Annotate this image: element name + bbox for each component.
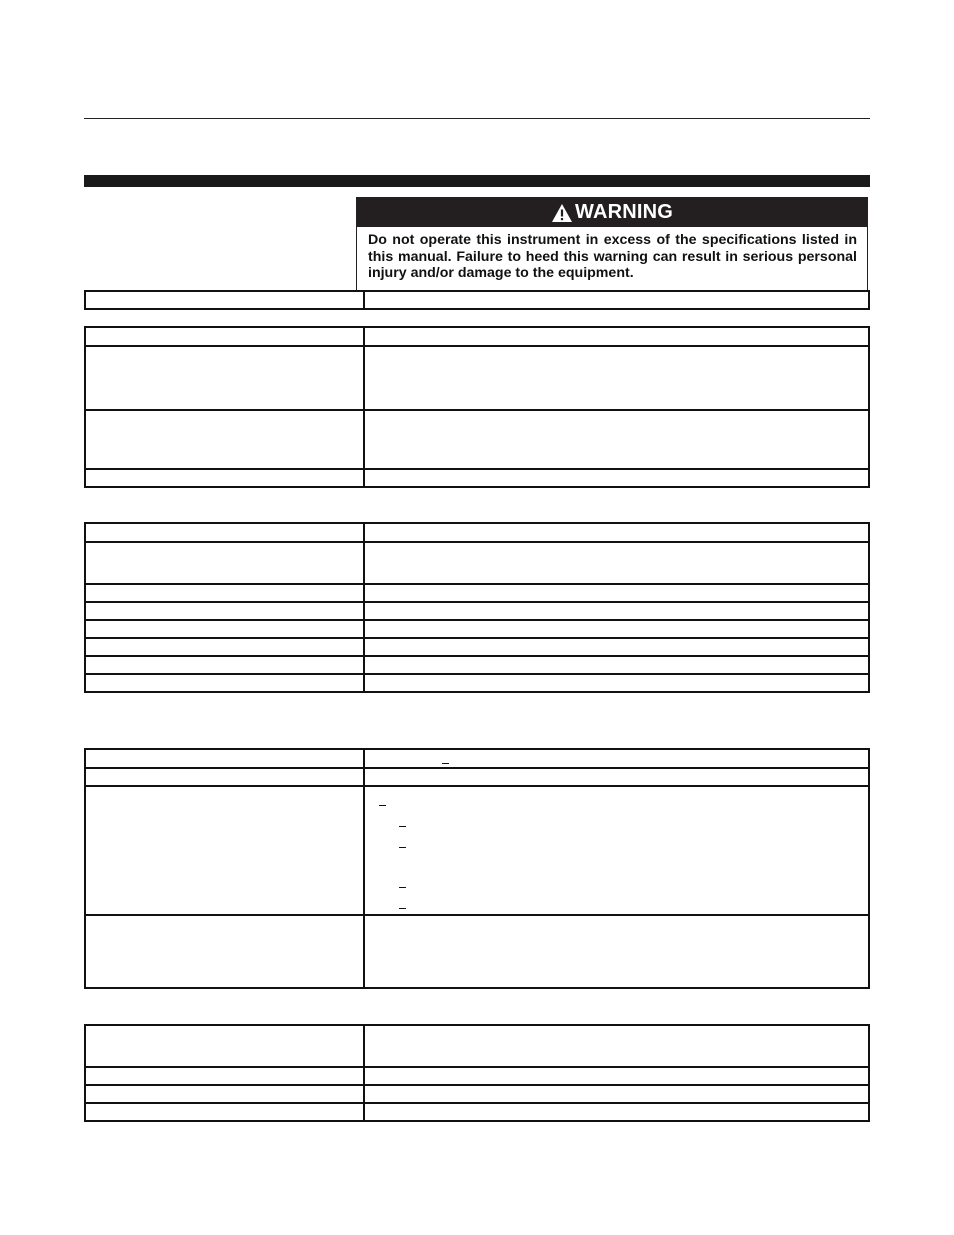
table-row [85,1103,869,1121]
table-row [85,1025,869,1067]
table-row [85,915,869,988]
underline-mark [399,887,406,888]
spec-table-2 [84,326,870,488]
spec-table-4 [84,748,870,989]
spec-table-5 [84,1024,870,1122]
table-row [85,638,869,656]
warning-title: WARNING [574,201,674,223]
table-row [85,410,869,469]
table-row [85,523,869,542]
table-row [85,327,869,346]
table-row [85,786,869,915]
warning-message: Do not operate this instrument in excess of the specifications listed in this manual. Failure to heed this warning can result in serious personal injury and/or damage to the equipment. [368,232,857,281]
table-row [85,749,869,768]
spec-table-1 [84,290,870,310]
warning-box [356,197,868,291]
underline-mark [399,826,406,827]
table-row [85,584,869,602]
table-row [85,656,869,674]
warning-triangle-icon [551,203,573,223]
table-row [85,469,869,487]
table-row [85,768,869,786]
table-row [85,602,869,620]
spec-table-3 [84,522,870,693]
table-row [85,620,869,638]
warning-header [357,198,867,227]
underline-mark [379,805,386,806]
table-row [85,674,869,692]
table-row [85,346,869,410]
underline-mark [399,908,406,909]
table-row [85,291,869,309]
page-header-rule [84,118,870,119]
table-row [85,542,869,584]
table-row [85,1085,869,1103]
underline-mark [442,763,449,764]
underline-mark [399,847,406,848]
table-row [85,1067,869,1085]
section-title-bar [84,175,870,187]
